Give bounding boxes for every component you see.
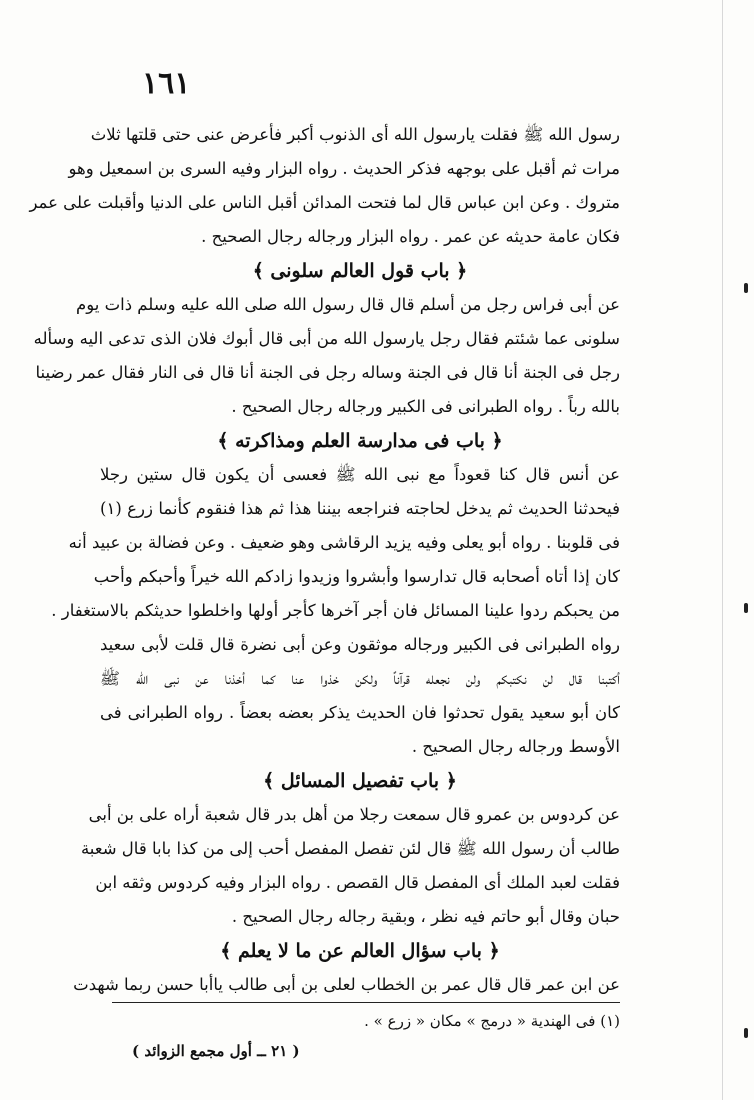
text-line: أكتبنا قال لن نكتبكم ولن نجعله قرآناً ولكن خذوا عنا كما أخذنا عن نبى الله ﷺ (100, 669, 620, 688)
text-line: حبان وقال أبو حاتم فيه نظر ، وبقية رجاله رجال الصحيح . (231, 907, 620, 926)
text-line: عن كردوس بن عمرو قال سمعت رجلا من أهل بدر قال شعبة أراه على بن أبى (88, 805, 620, 824)
text-line: الأوسط ورجاله رجال الصحيح . (411, 737, 620, 756)
text-line: كان إذا أتاه أصحابه قال تدارسوا وأبشروا وزيدوا زادكم الله خيراً وأحبكم وأحب (93, 567, 620, 586)
text-line: مرات ثم أقبل على بوجهه فذكر الحديث . رواه البزار وفيه السرى بن اسمعيل وهو (68, 159, 620, 178)
text-line: متروك . وعن ابن عباس قال لما فتحت المدائن أقبل الناس على الدنيا وأقبلت على عمر (29, 193, 620, 212)
margin-mark (744, 1028, 748, 1038)
main-text (29, 118, 620, 1002)
text-line: رجل فى الجنة أنا قال فى الجنة وساله رجل فى الجنة أنا قال فى النار فقال عمر رضينا (35, 363, 620, 382)
section-heading: ﴿ باب تفصيل المسائل ﴾ (263, 770, 457, 792)
page-number: ١٦١ (142, 66, 191, 101)
text-line: عن أنس قال كنا قعوداً مع نبى الله ﷺ فعسى أن يكون قال ستين رجلا (100, 465, 620, 484)
margin-mark (744, 283, 748, 293)
text-line: عن ابن عمر قال قال عمر بن الخطاب لعلى بن أبى طالب ياأبا حسن ربما شهدت (73, 975, 620, 994)
text-line: عن أبى فراس رجل من أسلم قال قال رسول الله صلى الله عليه وسلم ذات يوم (76, 295, 620, 314)
text-line: فكان عامة حديثه عن عمر . رواه البزار ورجاله رجال الصحيح . (201, 227, 620, 246)
signature-mark: ( ٢١ ــ أول مجمع الزوائد ) (132, 1042, 300, 1060)
text-line: من يحبكم ردوا علينا المسائل فان أجر آخرها كأجر أولها واخلطوا حديثكم بالاستغفار . (51, 601, 620, 620)
text-line: بالله رباً . رواه الطبرانى فى الكبير ورجاله رجال الصحيح . (231, 397, 620, 416)
text-line: سلونى عما شئتم فقال رجل يارسول الله من أبى قال أبوك فلان الذى تدعى اليه وسأله (33, 329, 620, 348)
text-line: رسول الله ﷺ فقلت يارسول الله أى الذنوب أكبر فأعرض عنى حتى قلتها ثلاث (90, 125, 620, 144)
text-line: فى قلوبنا . رواه أبو يعلى وفيه يزيد الرقاشى وهو ضعيف . وعن فضالة بن عبيد أنه (68, 533, 620, 552)
scan-edge-line (722, 0, 723, 1100)
footnote: (١) فى الهندية « درمج » مكان « زرع » . (364, 1012, 620, 1030)
margin-mark (744, 603, 748, 613)
section-heading: ﴿ باب سؤال العالم عن ما لا يعلم ﴾ (220, 940, 500, 962)
text-line: طالب أن رسول الله ﷺ قال لئن تفصل المفصل أحب إلى من كذا بابا قال شعبة (80, 839, 620, 858)
section-heading: ﴿ باب قول العالم سلونى ﴾ (252, 260, 468, 282)
text-line: كان أبو سعيد يقول تحدثوا فان الحديث يذكر بعضه بعضاً . رواه الطبرانى فى (100, 703, 620, 722)
section-heading: ﴿ باب فى مدارسة العلم ومذاكرته ﴾ (217, 430, 503, 452)
text-line: رواه الطبرانى فى الكبير ورجاله موثقون وعن أبى نضرة قال قلت لأبى سعيد (100, 635, 620, 654)
footnote-divider (112, 1002, 620, 1003)
text-line: فقلت لعبد الملك أى المفصل قال القصص . رواه البزار وفيه كردوس وثقه ابن (95, 873, 620, 892)
text-line: فيحدثنا الحديث ثم يدخل لحاجته فنراجعه بيننا هذا ثم هذا فنقوم كأنما زرع (١) (100, 499, 620, 518)
